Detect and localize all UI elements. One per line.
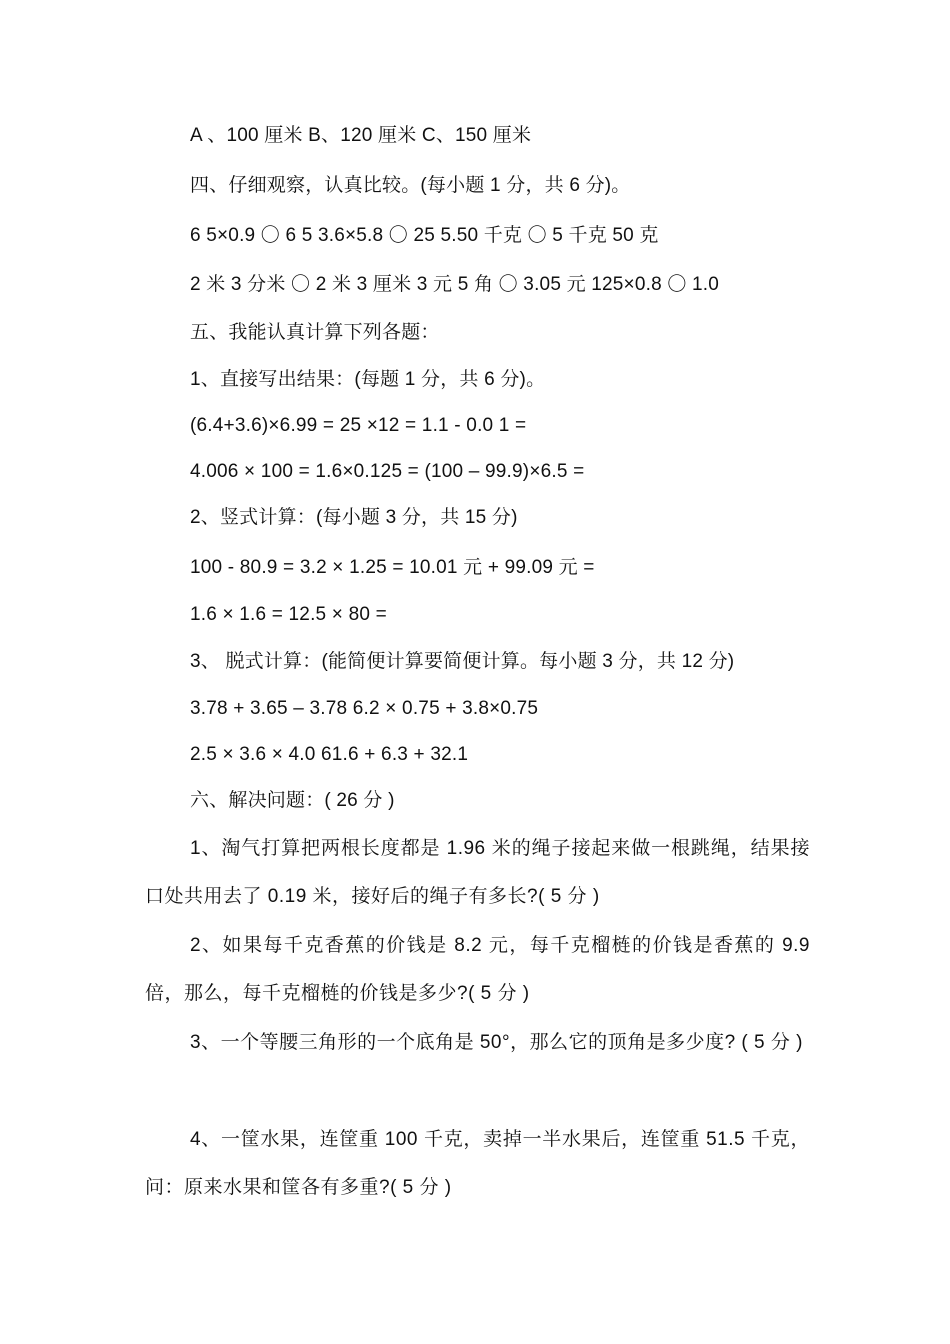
section-five-heading: 五、我能认真计算下列各题：	[190, 322, 440, 343]
word-problem-2: 2、如果每千克香蕉的价钱是 8.2 元，每千克榴梿的价钱是香蕉的 9.9 倍，那么，每千克榴梿的价钱是多少?( 5 分 )	[145, 935, 810, 1004]
vertical-calc-line-2: 1.6 × 1.6 = 12.5 × 80 =	[190, 604, 387, 625]
vertical-calc-heading: 2、竖式计算：(每小题 3 分，共 15 分)	[190, 507, 518, 528]
direct-result-line-1: (6.4+3.6)×6.99 = 25 ×12 = 1.1 - 0.0 1 =	[190, 415, 527, 436]
step-calc-line-2: 2.5 × 3.6 × 4.0 61.6 + 6.3 + 32.1	[190, 744, 469, 765]
word-problem-3: 3、一个等腰三角形的一个底角是 50°，那么它的顶角是多少度? ( 5 分 )	[190, 1032, 803, 1053]
direct-result-heading: 1、直接写出结果：(每题 1 分，共 6 分)。	[190, 369, 546, 390]
direct-result-line-2: 4.006 × 100 = 1.6×0.125 = (100 – 99.9)×6.5 =	[190, 461, 585, 482]
vertical-calc-line-1: 100 - 80.9 = 3.2 × 1.25 = 10.01 元 + 99.09 元 =	[190, 557, 595, 578]
word-problem-1: 1、淘气打算把两根长度都是 1.96 米的绳子接起来做一根跳绳，结果接口处共用去了 0.19 米，接好后的绳子有多长?( 5 分 )	[145, 838, 810, 907]
word-problem-4: 4、一筐水果，连筐重 100 千克，卖掉一半水果后，连筐重 51.5 千克，问：原来水果和筐各有多重?( 5 分 )	[145, 1129, 810, 1198]
compare-line-2: 2 米 3 分米 〇 2 米 3 厘米 3 元 5 角 〇 3.05 元 125×0.8 〇 1.0	[190, 274, 720, 295]
section-six-heading: 六、解决问题：( 26 分 )	[190, 790, 395, 811]
step-calc-heading: 3、 脱式计算：(能简便计算要简便计算。每小题 3 分，共 12 分)	[190, 651, 735, 672]
section-four-heading: 四、仔细观察，认真比较。(每小题 1 分，共 6 分)。	[190, 175, 631, 196]
choice-options-line: A 、100 厘米 B、120 厘米 C、150 厘米	[190, 125, 532, 146]
step-calc-line-1: 3.78 + 3.65 – 3.78 6.2 × 0.75 + 3.8×0.75	[190, 698, 539, 719]
compare-line-1: 6 5×0.9 〇 6 5 3.6×5.8 〇 25 5.50 千克 〇 5 千克 50 克	[190, 225, 659, 246]
